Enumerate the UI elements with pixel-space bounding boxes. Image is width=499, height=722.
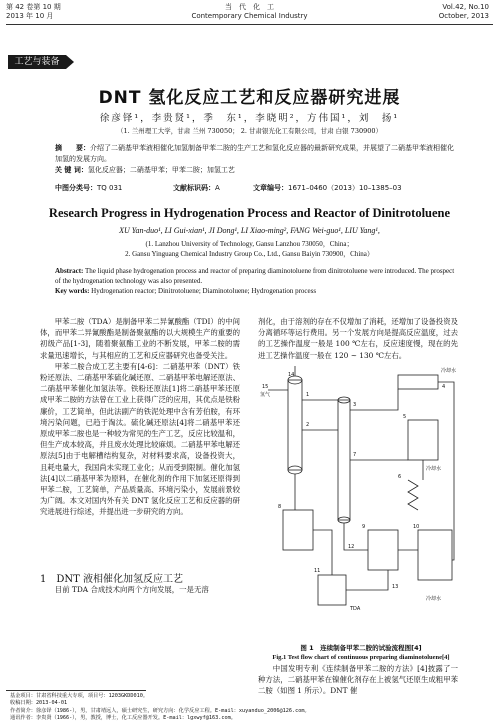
footnote-rule — [6, 690, 146, 691]
keywords-en — [55, 286, 455, 296]
label-2: 2 — [306, 422, 310, 428]
receiver-tank — [408, 420, 438, 460]
label-cooling-water: 冷却水 — [426, 466, 442, 472]
article-title-cn: DNT 氢化反应工艺和反应器研究进展 — [98, 88, 401, 108]
footnote-corresponding: 通讯作者：李贵贤（1966-），男，教授，博士，化工反应器开发。E-mail：lgxwyf@163.com。 — [10, 714, 236, 721]
article-no-label: 文章编号： — [253, 184, 288, 192]
keywords-cn — [55, 165, 455, 176]
abstract-en — [55, 266, 455, 286]
keywords-label-en: Key words: — [55, 287, 90, 295]
label-cooling-water: 冷却水 — [426, 596, 442, 602]
condenser — [398, 375, 438, 389]
product-tank — [368, 530, 398, 570]
date-en: October, 2013 — [438, 12, 489, 20]
abstract-label-cn: 摘 要： — [55, 144, 90, 152]
label-hydrogen: 氢气 — [260, 392, 271, 398]
figure-number: 图 1 — [300, 644, 314, 652]
label-14: 14 — [288, 372, 295, 378]
affiliation-cn: （1. 兰州理工大学，甘肃 兰州 730050； 2. 甘肃银光化工有限公司，甘肃 白银 730900） — [117, 127, 382, 135]
keywords-text-en: Hydrogenation reactor; Dinitrotoluene; Diaminotoluene; Hydrogenation process — [91, 287, 317, 295]
label-9: 9 — [362, 524, 366, 530]
label-8: 8 — [278, 504, 282, 510]
journal-name-cn: 当 代 化 工 — [225, 3, 274, 11]
section-tag: 工艺与装备 — [8, 55, 66, 69]
label-1: 1 — [306, 392, 310, 398]
header-rule — [6, 24, 493, 25]
label-tda: TDA — [350, 606, 361, 612]
coil — [408, 480, 418, 510]
label-cooling-water: 冷却水 — [441, 368, 457, 374]
article-title-en: Research Progress in Hydrogenation Process and Reactor of Dinitrotoluene — [48, 206, 451, 220]
doc-code-value: A — [215, 184, 220, 192]
affiliation-en-1: (1. Lanzhou University of Technology, Gansu Lanzhou 730050，China； — [145, 240, 354, 248]
label-11: 11 — [314, 568, 321, 574]
body-paragraph: 目前 TDA 合成技术向两个方向发展，一是无溶 — [54, 585, 209, 594]
abstract-label-en: Abstract: — [55, 267, 84, 275]
affiliation-en-2: 2. Gansu Yinguang Chemical Industry Group Co., Ltd., Gansu Baiyin 730900，China） — [125, 250, 374, 258]
doc-code-label: 文献标识码： — [173, 184, 215, 192]
body-paragraph: 甲苯二胺合成工艺主要有[4-6]：二硝基甲苯（DNT）铁粉还原法、二硝基甲苯硫化碱还原、二硝基甲苯电解还原法、二硝基甲苯催化加氢法等。铁粉还原法[1]将二硝基甲苯还原成甲苯二胺的方法曾在工业上获得广泛的应用，其优点是铁粉廉价，工艺简单，但此法副产的铁泥处理中含有芳伯胺，有环境污染问题，已趋于淘汰。硫化碱还原法[4]将二硝基甲苯还原成甲苯二胺也是一种较为常见的生产工艺，反应比较温和，但生产成本较高，并且废水处理比较麻烦。二硝基甲苯电解还原法[5]由于电解槽结构复杂，对材料要求高，设备投资大，且耗电量大，我国尚未实现工业化；从而受到限制。催化加氢法[4]以二硝基甲苯为原料，在催化剂的作用下加氢还原得到甲苯二胺，工艺简单，产品质量高、环境污染小，发展前景较为广阔。本文对国内外有关 DNT 氢化反应工艺和反应器的研究进展进行综述，并提出进一步研究的方向。 — [40, 361, 240, 517]
figure-caption — [258, 644, 464, 662]
body-column-right-continued — [258, 663, 458, 697]
label-7: 7 — [353, 452, 357, 458]
journal-name-en: Contemporary Chemical Industry — [191, 12, 308, 20]
footnote-author: 作者简介：徐彦铎（1986-），男，甘肃靖远人，硕士研究生，研究方向：化学反应工程。E-mail：xuyanduo_2006@126.com。 — [10, 707, 310, 714]
authors-en: XU Yan-duo¹, LI Gui-xian¹, JI Dong¹, LI Xiao-ming², FANG Wei-guo¹, LIU Yang¹, — [119, 226, 380, 235]
volume-issue-cn: 第 42 卷第 10 期 — [6, 3, 61, 11]
authors-cn: 徐彦铎¹，李贵贤¹，季 东¹，李晓明²，方伟国¹，刘 扬¹ — [99, 113, 400, 124]
abstract-cn — [55, 143, 455, 165]
keywords-label-cn: 关 键 词： — [55, 166, 88, 174]
affiliation-en — [0, 239, 499, 259]
label-10: 10 — [413, 524, 420, 530]
feed-tank — [283, 510, 313, 550]
figure-title-cn: 连续制备甲苯二胺的试验流程图[4] — [320, 644, 422, 652]
label-5: 5 — [403, 414, 407, 420]
label-4: 4 — [442, 384, 446, 390]
clc-value: TQ 031 — [97, 184, 123, 192]
body-column-right — [258, 316, 458, 361]
pump-tank — [318, 575, 346, 605]
running-header — [0, 3, 499, 25]
buffer-tank — [418, 530, 452, 580]
body-column-left — [40, 316, 240, 518]
date-cn: 2013 年 10 月 — [6, 12, 54, 20]
label-15: 15 — [262, 384, 269, 390]
article-no-value: 1671–0460（2013）10–1385–03 — [288, 184, 402, 192]
footnotes — [10, 693, 470, 722]
label-6: 6 — [398, 474, 402, 480]
keywords-text-cn: 氢化反应器；二硝基甲苯；甲苯二胺；加氢工艺 — [87, 166, 235, 174]
abstract-block-en — [55, 266, 455, 296]
footnote-funding: 基金项目：甘肃省科技重大专项，项目号：1203GKDD010。 — [10, 693, 149, 699]
figure-caption-cn — [258, 644, 464, 653]
body-column-left-continued — [40, 584, 240, 595]
abstract-text-cn: 介绍了二硝基甲苯液相催化加氢制备甲苯二胺的生产工艺和氢化反应器的最新研究成果，并展望了二硝基甲苯液相催化加氢的发展方向。 — [55, 144, 454, 163]
body-paragraph: 甲苯二胺（TDA）是制备甲苯二异氰酸酯（TDI）的中间体，而甲苯二异氰酸酯是制备聚氨酯的以大规模生产的重要的初级产品[1-3]，随着聚氨酯工业的不断发展，甲苯二胺的需求量迅速增长，与其相应的工艺和反应器研究也备受关注。 — [40, 317, 240, 360]
section-heading: 1 DNT 液相催化加氢反应工艺 — [40, 574, 183, 585]
clc-label: 中图分类号： — [55, 184, 97, 192]
label-12: 12 — [348, 544, 355, 550]
footnote-received: 收稿日期：2013-04-01 — [10, 700, 68, 707]
body-paragraph: 剂化，由于溶剂的存在不仅增加了消耗，还增加了设备投资及分离循环等运行费用。另一个发展方向是提高反应温度，过去的工艺操作温度一般是 100 ℃左右，反应速度慢，现在的先进工艺操作温度一般在 120 ~ 130 ℃左右。 — [258, 317, 458, 360]
reactor-column — [288, 380, 302, 470]
abstract-block-cn — [55, 143, 455, 176]
abstract-text-en: The liquid phase hydrogenation process and reactor of preparing diaminotoluene from dinitrotoluene were introduced. The prospect of the hydrogenation technology was also presented. — [55, 267, 455, 285]
figure-title-en: Fig.1 Test flow chart of continuous preparing diaminotoluene[4] — [272, 654, 450, 661]
process-flow-figure — [258, 360, 464, 630]
header-right — [439, 3, 489, 21]
header-center — [0, 3, 499, 21]
label-13: 13 — [392, 584, 399, 590]
label-3: 3 — [353, 402, 357, 408]
separator-column — [338, 400, 350, 520]
volume-issue-en: Vol.42, No.10 — [442, 3, 489, 11]
body-paragraph: 中国发明专利《连续制备甲苯二胺的方法》[4]披露了一种方法，二硝基甲苯在镍催化剂存在上被氢气还原生成粗甲苯二胺（如图 1 所示）。DNT 催 — [258, 664, 458, 696]
